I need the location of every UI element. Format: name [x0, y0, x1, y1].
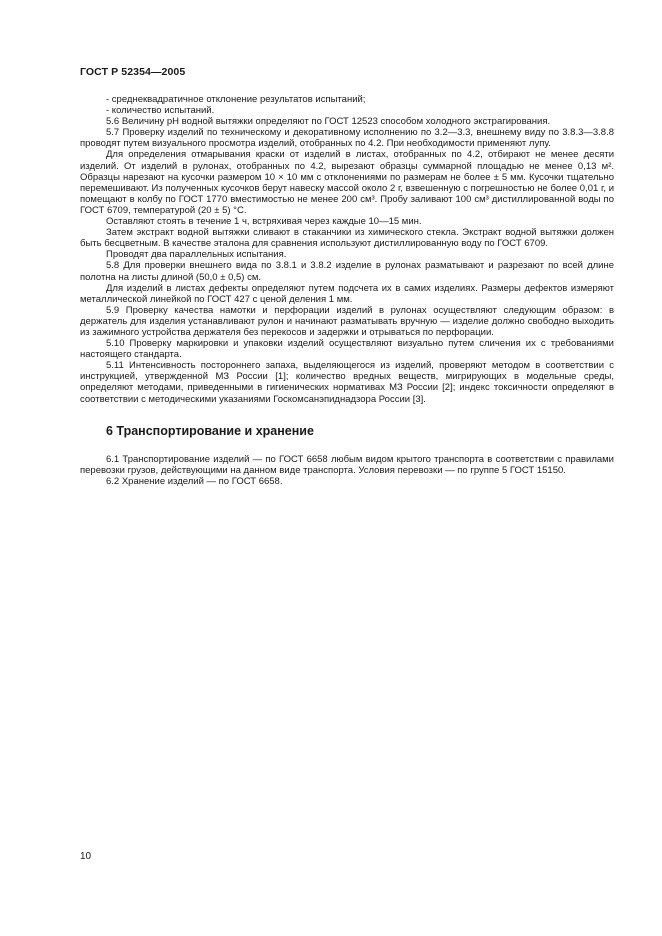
document-body — [80, 94, 614, 487]
clause-5-10: 5.10 Проверку маркировки и упаковки изделий осуществляют визуально путем сличения их с требованиями настоящего стандарта. — [80, 338, 614, 361]
paragraph-parallel: Проводят два параллельных испытания. — [106, 249, 287, 261]
clause-6-1: 6.1 Транспортирование изделий — по ГОСТ 6658 любым видом крытого транспорта в соответствии с правилами перевозки грузов, действующими на данном виде транспорта. Условия перевозки — по группе 5 ГОСТ 15150. — [80, 453, 614, 476]
list-item-deviation: - среднеквадратичное отклонение результатов испытаний; — [106, 94, 366, 105]
page-number: 10 — [80, 851, 92, 862]
paragraph-extract: Затем экстракт водной вытяжки сливают в стаканчики из химического стекла. Экстракт водной вытяжки должен быть бесцветным. В качестве эталона для сравнения используют дистиллированную воду по ГОСТ 6709. — [80, 227, 614, 250]
clause-5-9: 5.9 Проверку качества намотки и перфорации изделий в рулонах осуществляют следующим образом: в держатель для изделия устанавливают рулон и начинают разматывать вручную — изделие должно свободно выходить из зажимного устройства держателя без перекосов и задержки и отрываться по перфорации. — [80, 304, 614, 338]
section-heading: 6 Транспортирование и хранение — [106, 423, 314, 438]
page-header: ГОСТ Р 52354—2005 — [80, 66, 186, 78]
clause-6-2: 6.2 Хранение изделий — по ГОСТ 6658. — [106, 475, 283, 487]
clause-5-8: 5.8 Для проверки внешнего вида по 3.8.1 и 3.8.2 изделие в рулонах разматывают и разрезают по всей длине полотна на листы длиной (50,0 ± 0,5) см. — [80, 260, 614, 283]
clause-5-6: 5.6 Величину pH водной вытяжки определяют по ГОСТ 12523 способом холодного экстрагирования. — [106, 116, 551, 128]
list-item-count: - количество испытаний. — [106, 105, 215, 117]
clause-5-7: 5.7 Проверку изделий по техническому и декоративному исполнению по 3.2—3.3, внешнему виду по 3.8.3—3.8.8 проводят путем визуального просмотра изделий, отобранных по 4.2. При необходимости применяют лупу. — [80, 127, 614, 150]
paragraph-paint-test: Для определения отмарывания краски от изделий в листах, отобранных по 4.2, отбирают не менее десяти изделий. От изделий в рулонах, отобранных по 4.2, вырезают образцы суммарной площадью не менее 0,13 м². Образцы нарезают на кусочки размером 10 × 10 мм с отклонениями по размерам не более ± 5 мм. Кусочки тщательно перемешивают. Из полученных кусочков берут навеску массой около 2 г, взвешенную с погрешностью не более 0,01 г, и помещают в колбу по ГОСТ 1770 вместимостью не менее 200 см³. Пробу заливают 100 см³ дистиллированной воды по ГОСТ 6709, температурой (20 ± 5) °С. — [80, 149, 614, 216]
clause-5-11: 5.11 Интенсивность постороннего запаха, выделяющегося из изделий, проверяют методом в соответствии с инструкцией, утвержденной МЗ России [1]; количество вредных веществ, мигрирующих в модельные среды, определяют методами, приведенными в гигиенических нормативах МЗ России [2]; индекс токсичности определяют в соответствии с методическими указаниями Госкомсанэпиднадзора России [3]. — [80, 360, 614, 405]
paragraph-stand: Оставляют стоять в течение 1 ч, встряхивая через каждые 10—15 мин. — [106, 216, 422, 228]
paragraph-defects: Для изделий в листах дефекты определяют путем подсчета их в самих изделиях. Размеры дефектов измеряют металлической линейкой по ГОСТ 427 с ценой деления 1 мм. — [80, 282, 614, 305]
